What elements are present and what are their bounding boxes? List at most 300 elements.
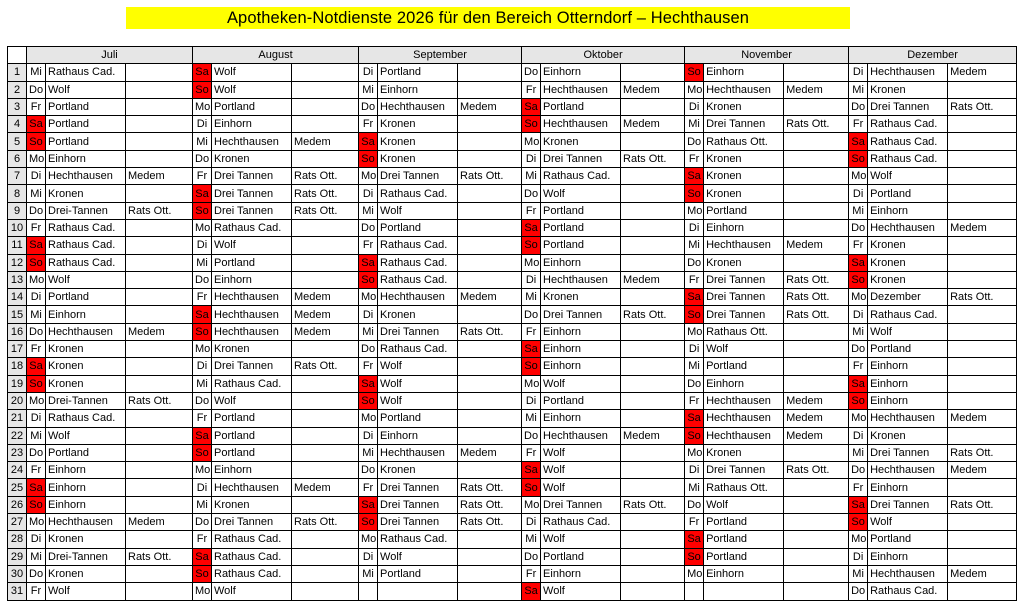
weekday-cell: Sa <box>522 98 541 115</box>
pharmacy-cell: Hechthausen <box>868 64 948 81</box>
pharmacy-cell: Rathaus Cad. <box>212 565 292 582</box>
pharmacy-cell: Kronen <box>46 375 126 392</box>
pharmacy-cell: Einhorn <box>868 548 948 565</box>
table-row <box>8 548 1017 565</box>
pharmacy-cell: Drei-Tannen <box>46 202 126 219</box>
second-pharmacy-cell <box>292 237 359 254</box>
pharmacy-cell: Hechthausen <box>46 168 126 185</box>
second-pharmacy-cell <box>948 341 1017 358</box>
second-pharmacy-cell: Medem <box>621 116 685 133</box>
pharmacy-cell: Hechthausen <box>46 514 126 531</box>
weekday-cell: So <box>27 133 46 150</box>
pharmacy-cell: Einhorn <box>704 219 784 236</box>
weekday-cell: Fr <box>849 237 868 254</box>
pharmacy-cell: Kronen <box>212 150 292 167</box>
weekday-cell: Sa <box>685 289 704 306</box>
pharmacy-cell: Portland <box>541 237 621 254</box>
second-pharmacy-cell: Rats Ott. <box>784 271 849 288</box>
second-pharmacy-cell <box>458 341 522 358</box>
weekday-cell: Mo <box>193 219 212 236</box>
pharmacy-cell: Hechthausen <box>212 479 292 496</box>
second-pharmacy-cell <box>784 133 849 150</box>
weekday-cell: Fr <box>359 479 378 496</box>
pharmacy-cell: Wolf <box>704 496 784 513</box>
pharmacy-cell: Wolf <box>378 392 458 409</box>
weekday-cell: Sa <box>685 531 704 548</box>
weekday-cell: Di <box>685 462 704 479</box>
schedule-table <box>7 46 1017 601</box>
pharmacy-cell: Dezember <box>868 289 948 306</box>
pharmacy-cell: Wolf <box>212 583 292 600</box>
weekday-cell: So <box>27 375 46 392</box>
second-pharmacy-cell: Rats Ott. <box>126 548 193 565</box>
second-pharmacy-cell: Rats Ott. <box>784 306 849 323</box>
day-number: 25 <box>8 479 27 496</box>
second-pharmacy-cell <box>292 219 359 236</box>
weekday-cell: Do <box>27 444 46 461</box>
pharmacy-cell: Einhorn <box>46 479 126 496</box>
table-row <box>8 444 1017 461</box>
weekday-cell: Mi <box>27 306 46 323</box>
weekday-cell: So <box>685 306 704 323</box>
pharmacy-cell: Kronen <box>46 341 126 358</box>
second-pharmacy-cell <box>458 202 522 219</box>
weekday-cell: Do <box>849 583 868 600</box>
pharmacy-cell <box>378 583 458 600</box>
weekday-cell: Mi <box>193 254 212 271</box>
second-pharmacy-cell: Rats Ott. <box>458 496 522 513</box>
second-pharmacy-cell <box>126 254 193 271</box>
pharmacy-cell: Drei Tannen <box>378 496 458 513</box>
weekday-cell: So <box>849 514 868 531</box>
pharmacy-cell: Portland <box>868 341 948 358</box>
second-pharmacy-cell <box>126 64 193 81</box>
weekday-cell: Fr <box>27 98 46 115</box>
second-pharmacy-cell: Rats Ott. <box>458 168 522 185</box>
second-pharmacy-cell: Medem <box>948 565 1017 582</box>
weekday-cell: Mi <box>849 444 868 461</box>
second-pharmacy-cell <box>621 168 685 185</box>
pharmacy-cell: Rathaus Cad. <box>378 185 458 202</box>
weekday-cell: Mi <box>685 116 704 133</box>
weekday-cell: So <box>522 358 541 375</box>
pharmacy-cell: Wolf <box>212 392 292 409</box>
pharmacy-cell: Portland <box>868 531 948 548</box>
second-pharmacy-cell <box>292 375 359 392</box>
pharmacy-cell: Portland <box>46 289 126 306</box>
second-pharmacy-cell: Rats Ott. <box>948 496 1017 513</box>
pharmacy-cell: Rathaus Ott. <box>704 133 784 150</box>
pharmacy-cell: Rathaus Cad. <box>868 133 948 150</box>
second-pharmacy-cell <box>621 358 685 375</box>
day-number: 12 <box>8 254 27 271</box>
pharmacy-cell: Hechthausen <box>212 323 292 340</box>
second-pharmacy-cell <box>292 583 359 600</box>
second-pharmacy-cell <box>126 565 193 582</box>
second-pharmacy-cell: Rats Ott. <box>784 116 849 133</box>
weekday-cell: Di <box>849 548 868 565</box>
second-pharmacy-cell <box>948 583 1017 600</box>
second-pharmacy-cell: Medem <box>784 427 849 444</box>
pharmacy-cell: Drei Tannen <box>704 462 784 479</box>
pharmacy-cell: Wolf <box>378 375 458 392</box>
weekday-cell: So <box>849 271 868 288</box>
second-pharmacy-cell <box>292 392 359 409</box>
second-pharmacy-cell <box>458 116 522 133</box>
table-row <box>8 168 1017 185</box>
weekday-cell: Fr <box>193 531 212 548</box>
second-pharmacy-cell <box>126 410 193 427</box>
weekday-cell: Sa <box>522 341 541 358</box>
weekday-cell: Do <box>685 496 704 513</box>
table-row <box>8 479 1017 496</box>
table-row <box>8 150 1017 167</box>
second-pharmacy-cell: Rats Ott. <box>126 202 193 219</box>
pharmacy-cell: Kronen <box>704 185 784 202</box>
second-pharmacy-cell: Rats Ott. <box>948 289 1017 306</box>
weekday-cell: Mi <box>27 64 46 81</box>
weekday-cell: Di <box>193 116 212 133</box>
weekday-cell: So <box>359 392 378 409</box>
second-pharmacy-cell <box>458 81 522 98</box>
pharmacy-cell: Hechthausen <box>704 427 784 444</box>
table-row <box>8 565 1017 582</box>
second-pharmacy-cell <box>126 306 193 323</box>
table-row <box>8 202 1017 219</box>
weekday-cell: Sa <box>27 479 46 496</box>
day-number: 3 <box>8 98 27 115</box>
second-pharmacy-cell <box>784 64 849 81</box>
second-pharmacy-cell <box>126 427 193 444</box>
pharmacy-cell: Drei Tannen <box>541 306 621 323</box>
day-number: 31 <box>8 583 27 600</box>
weekday-cell: Do <box>849 341 868 358</box>
day-number: 19 <box>8 375 27 392</box>
second-pharmacy-cell <box>621 514 685 531</box>
weekday-cell: Sa <box>193 427 212 444</box>
pharmacy-cell: Einhorn <box>868 479 948 496</box>
pharmacy-cell: Rathaus Cad. <box>378 237 458 254</box>
pharmacy-cell: Kronen <box>868 427 948 444</box>
second-pharmacy-cell <box>458 185 522 202</box>
weekday-cell: So <box>193 444 212 461</box>
second-pharmacy-cell <box>126 271 193 288</box>
weekday-cell: Di <box>359 427 378 444</box>
table-row <box>8 427 1017 444</box>
second-pharmacy-cell <box>621 237 685 254</box>
pharmacy-cell: Portland <box>541 392 621 409</box>
weekday-cell: Sa <box>522 583 541 600</box>
pharmacy-cell: Hechthausen <box>46 323 126 340</box>
weekday-cell: Sa <box>193 185 212 202</box>
pharmacy-cell: Portland <box>378 64 458 81</box>
pharmacy-cell: Portland <box>212 410 292 427</box>
weekday-cell: Mi <box>849 202 868 219</box>
weekday-cell: Sa <box>359 496 378 513</box>
table-row <box>8 462 1017 479</box>
pharmacy-cell: Drei-Tannen <box>46 392 126 409</box>
second-pharmacy-cell <box>126 150 193 167</box>
weekday-cell: Mi <box>522 410 541 427</box>
weekday-cell: Mi <box>193 375 212 392</box>
second-pharmacy-cell: Rats Ott. <box>458 323 522 340</box>
day-number: 21 <box>8 410 27 427</box>
second-pharmacy-cell <box>292 341 359 358</box>
pharmacy-cell: Drei Tannen <box>704 116 784 133</box>
weekday-cell: Di <box>27 531 46 548</box>
weekday-cell: Do <box>522 306 541 323</box>
second-pharmacy-cell <box>621 444 685 461</box>
weekday-cell: Di <box>27 410 46 427</box>
second-pharmacy-cell <box>948 202 1017 219</box>
weekday-cell: Di <box>359 64 378 81</box>
pharmacy-cell: Wolf <box>46 583 126 600</box>
table-row <box>8 289 1017 306</box>
second-pharmacy-cell <box>784 219 849 236</box>
second-pharmacy-cell <box>458 219 522 236</box>
second-pharmacy-cell <box>784 514 849 531</box>
pharmacy-cell: Kronen <box>378 306 458 323</box>
second-pharmacy-cell <box>948 323 1017 340</box>
second-pharmacy-cell: Medem <box>458 98 522 115</box>
second-pharmacy-cell <box>784 375 849 392</box>
second-pharmacy-cell <box>784 548 849 565</box>
weekday-cell: Mi <box>685 479 704 496</box>
second-pharmacy-cell <box>292 81 359 98</box>
second-pharmacy-cell: Medem <box>621 81 685 98</box>
pharmacy-cell: Portland <box>378 410 458 427</box>
weekday-cell: Di <box>522 392 541 409</box>
pharmacy-cell: Hechthausen <box>541 81 621 98</box>
day-number: 15 <box>8 306 27 323</box>
pharmacy-cell: Hechthausen <box>868 565 948 582</box>
pharmacy-cell: Portland <box>704 531 784 548</box>
weekday-cell: Mo <box>522 133 541 150</box>
day-number: 30 <box>8 565 27 582</box>
weekday-cell: Mi <box>359 323 378 340</box>
weekday-cell: Fr <box>522 565 541 582</box>
weekday-cell: So <box>849 392 868 409</box>
day-number: 7 <box>8 168 27 185</box>
pharmacy-cell: Einhorn <box>704 565 784 582</box>
weekday-cell: Di <box>685 219 704 236</box>
pharmacy-cell: Drei Tannen <box>212 185 292 202</box>
pharmacy-cell: Einhorn <box>704 64 784 81</box>
weekday-cell: So <box>359 271 378 288</box>
pharmacy-cell: Einhorn <box>541 64 621 81</box>
weekday-cell: Sa <box>849 496 868 513</box>
weekday-cell: Mi <box>359 81 378 98</box>
weekday-cell: Do <box>193 514 212 531</box>
second-pharmacy-cell <box>948 306 1017 323</box>
weekday-cell: Mi <box>685 358 704 375</box>
pharmacy-cell: Einhorn <box>212 271 292 288</box>
pharmacy-cell: Portland <box>541 202 621 219</box>
day-number: 17 <box>8 341 27 358</box>
second-pharmacy-cell <box>458 427 522 444</box>
weekday-cell: So <box>193 323 212 340</box>
second-pharmacy-cell <box>784 202 849 219</box>
pharmacy-cell: Rathaus Cad. <box>46 64 126 81</box>
pharmacy-cell: Hechthausen <box>704 81 784 98</box>
weekday-cell: Fr <box>27 341 46 358</box>
second-pharmacy-cell <box>784 185 849 202</box>
table-row <box>8 410 1017 427</box>
table-row <box>8 341 1017 358</box>
weekday-cell: So <box>685 64 704 81</box>
pharmacy-cell: Einhorn <box>541 565 621 582</box>
second-pharmacy-cell: Rats Ott. <box>621 496 685 513</box>
pharmacy-cell: Portland <box>541 548 621 565</box>
pharmacy-cell: Einhorn <box>704 375 784 392</box>
pharmacy-cell <box>704 583 784 600</box>
second-pharmacy-cell <box>292 427 359 444</box>
table-row <box>8 306 1017 323</box>
pharmacy-cell: Kronen <box>868 271 948 288</box>
weekday-cell: Sa <box>849 375 868 392</box>
table-row <box>8 323 1017 340</box>
pharmacy-cell: Rathaus Cad. <box>378 271 458 288</box>
second-pharmacy-cell <box>784 150 849 167</box>
second-pharmacy-cell <box>621 375 685 392</box>
weekday-cell: Sa <box>27 358 46 375</box>
weekday-cell: Mi <box>27 185 46 202</box>
weekday-cell: Do <box>522 548 541 565</box>
weekday-cell: Do <box>685 254 704 271</box>
pharmacy-cell: Wolf <box>46 427 126 444</box>
second-pharmacy-cell <box>948 479 1017 496</box>
weekday-cell: Mo <box>193 583 212 600</box>
weekday-cell: Mo <box>685 323 704 340</box>
second-pharmacy-cell: Medem <box>784 237 849 254</box>
pharmacy-cell: Einhorn <box>541 341 621 358</box>
weekday-cell: Sa <box>685 410 704 427</box>
weekday-cell: Mi <box>27 548 46 565</box>
second-pharmacy-cell <box>126 496 193 513</box>
pharmacy-cell: Kronen <box>704 98 784 115</box>
pharmacy-cell: Wolf <box>704 341 784 358</box>
pharmacy-cell: Wolf <box>541 531 621 548</box>
pharmacy-cell: Rathaus Cad. <box>868 306 948 323</box>
table-row <box>8 81 1017 98</box>
second-pharmacy-cell <box>621 341 685 358</box>
second-pharmacy-cell <box>948 358 1017 375</box>
weekday-cell: Di <box>359 548 378 565</box>
day-number: 22 <box>8 427 27 444</box>
second-pharmacy-cell <box>948 514 1017 531</box>
pharmacy-cell: Portland <box>46 116 126 133</box>
weekday-cell: Mo <box>849 168 868 185</box>
day-number: 2 <box>8 81 27 98</box>
weekday-cell: Fr <box>27 583 46 600</box>
pharmacy-cell: Kronen <box>378 116 458 133</box>
day-number: 23 <box>8 444 27 461</box>
day-number: 27 <box>8 514 27 531</box>
weekday-cell: Do <box>522 427 541 444</box>
weekday-cell <box>685 583 704 600</box>
second-pharmacy-cell: Rats Ott. <box>126 392 193 409</box>
day-number: 28 <box>8 531 27 548</box>
weekday-cell: Mo <box>849 531 868 548</box>
pharmacy-cell: Wolf <box>378 202 458 219</box>
second-pharmacy-cell <box>292 254 359 271</box>
weekday-cell: Do <box>685 133 704 150</box>
pharmacy-cell: Hechthausen <box>541 271 621 288</box>
second-pharmacy-cell: Rats Ott. <box>784 289 849 306</box>
weekday-cell: Di <box>522 271 541 288</box>
second-pharmacy-cell <box>458 64 522 81</box>
second-pharmacy-cell <box>458 392 522 409</box>
weekday-cell: Di <box>849 427 868 444</box>
pharmacy-cell: Hechthausen <box>212 306 292 323</box>
weekday-cell: Sa <box>359 254 378 271</box>
weekday-cell: Di <box>522 514 541 531</box>
second-pharmacy-cell <box>948 531 1017 548</box>
pharmacy-cell: Wolf <box>868 168 948 185</box>
pharmacy-cell: Drei Tannen <box>541 496 621 513</box>
pharmacy-cell: Einhorn <box>46 496 126 513</box>
pharmacy-cell: Drei Tannen <box>868 496 948 513</box>
second-pharmacy-cell <box>621 479 685 496</box>
weekday-cell: Fr <box>522 444 541 461</box>
second-pharmacy-cell <box>621 583 685 600</box>
weekday-cell: Mo <box>193 98 212 115</box>
second-pharmacy-cell <box>948 81 1017 98</box>
second-pharmacy-cell <box>292 64 359 81</box>
weekday-cell: Di <box>849 306 868 323</box>
weekday-cell: Di <box>27 168 46 185</box>
pharmacy-cell: Rathaus Cad. <box>868 583 948 600</box>
second-pharmacy-cell <box>784 531 849 548</box>
second-pharmacy-cell: Medem <box>948 64 1017 81</box>
weekday-cell: Sa <box>193 306 212 323</box>
table-row <box>8 496 1017 513</box>
weekday-cell: Do <box>849 219 868 236</box>
weekday-cell: Sa <box>522 462 541 479</box>
pharmacy-cell: Wolf <box>378 358 458 375</box>
day-number: 5 <box>8 133 27 150</box>
day-number: 13 <box>8 271 27 288</box>
second-pharmacy-cell <box>126 462 193 479</box>
day-number: 18 <box>8 358 27 375</box>
table-row <box>8 531 1017 548</box>
day-number: 4 <box>8 116 27 133</box>
second-pharmacy-cell <box>292 98 359 115</box>
day-number: 6 <box>8 150 27 167</box>
pharmacy-cell: Kronen <box>868 254 948 271</box>
weekday-cell: Mo <box>193 341 212 358</box>
table-row <box>8 271 1017 288</box>
pharmacy-cell: Kronen <box>541 133 621 150</box>
pharmacy-cell: Drei Tannen <box>541 150 621 167</box>
pharmacy-cell: Einhorn <box>46 306 126 323</box>
weekday-cell <box>359 583 378 600</box>
second-pharmacy-cell <box>948 133 1017 150</box>
second-pharmacy-cell <box>948 237 1017 254</box>
second-pharmacy-cell <box>621 185 685 202</box>
second-pharmacy-cell: Rats Ott. <box>948 98 1017 115</box>
second-pharmacy-cell: Rats Ott. <box>784 462 849 479</box>
day-number: 9 <box>8 202 27 219</box>
pharmacy-cell: Rathaus Cad. <box>46 410 126 427</box>
second-pharmacy-cell: Medem <box>458 289 522 306</box>
weekday-cell: Mo <box>27 271 46 288</box>
second-pharmacy-cell <box>784 496 849 513</box>
pharmacy-cell: Drei Tannen <box>212 358 292 375</box>
pharmacy-cell: Rathaus Cad. <box>212 219 292 236</box>
weekday-cell: Mo <box>359 168 378 185</box>
weekday-cell: Mo <box>685 565 704 582</box>
